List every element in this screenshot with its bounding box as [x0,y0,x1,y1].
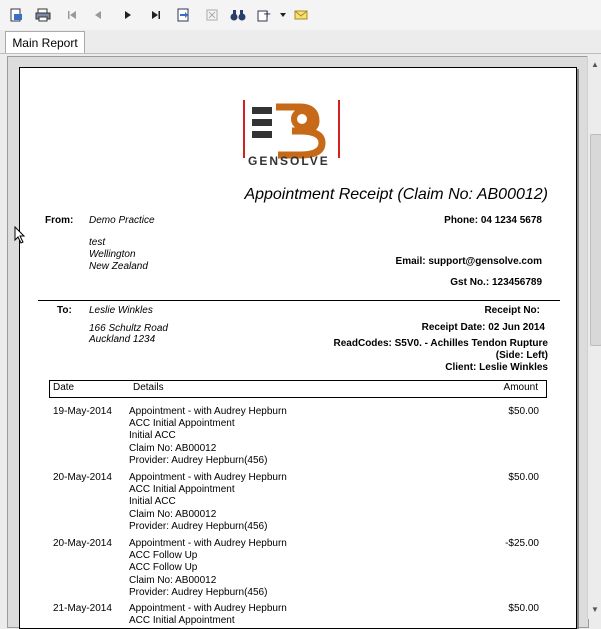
goto-page-icon[interactable] [174,6,192,24]
gst-number: Gst No.: 123456789 [450,277,542,288]
tab-main-report[interactable]: Main Report [5,31,85,54]
row-detail: ACC Initial Appointment [129,418,235,429]
find-icon[interactable] [229,6,247,24]
mouse-cursor-icon [14,226,26,249]
scroll-down-icon[interactable]: ▼ [591,604,599,614]
row-date: 20-May-2014 [53,472,112,483]
next-page-icon[interactable] [119,6,137,24]
report-page [19,67,577,629]
readcodes: ReadCodes: S5V0. - Achilles Tendon Rupture [333,338,548,349]
row-amount: $50.00 [508,603,539,614]
receipt-title: Appointment Receipt (Claim No: AB00012) [244,186,548,203]
row-date: 20-May-2014 [53,538,112,549]
row-detail: Provider: Audrey Hepburn(456) [129,521,268,532]
row-detail: ACC Initial Appointment [129,484,235,495]
from-address-line: Wellington [89,249,136,260]
row-amount: -$25.00 [505,538,539,549]
row-detail: Appointment - with Audrey Hepburn [129,406,287,417]
row-detail: Appointment - with Audrey Hepburn [129,472,287,483]
tab-divider [0,53,601,54]
to-label: To: [57,305,72,316]
row-detail: Initial ACC [129,430,176,441]
col-date-header: Date [53,382,75,393]
row-detail: Provider: Audrey Hepburn(456) [129,455,268,466]
from-name: Demo Practice [89,215,155,226]
print-icon[interactable] [34,6,52,24]
row-detail: Claim No: AB00012 [129,575,217,586]
table-header [49,380,547,398]
scroll-up-icon[interactable]: ▲ [591,59,599,69]
report-toolbar [0,0,601,30]
to-name: Leslie Winkles [89,305,153,316]
row-detail: ACC Follow Up [129,550,198,561]
from-address-line: test [89,237,106,248]
scroll-thumb[interactable] [590,134,601,346]
row-amount: $50.00 [508,472,539,483]
from-address-line: New Zealand [89,261,148,272]
svg-text:+: + [263,9,272,20]
divider [38,300,560,301]
to-address-line: Auckland 1234 [89,334,156,345]
zoom-dropdown-icon[interactable] [278,6,288,24]
row-amount: $50.00 [508,406,539,417]
row-detail: Claim No: AB00012 [129,443,217,454]
side: (Side: Left) [495,350,548,361]
row-detail: Claim No: AB00012 [129,509,217,520]
gensolve-logo [240,97,346,169]
col-details-header: Details [133,382,164,393]
row-detail: ACC Initial Appointment [129,615,235,626]
receipt-date: Receipt Date: 02 Jun 2014 [421,322,545,333]
vertical-scrollbar[interactable] [587,56,601,619]
export-icon[interactable] [7,6,25,24]
row-date: 19-May-2014 [53,406,112,417]
client: Client: Leslie Winkles [445,362,548,373]
row-detail: Provider: Audrey Hepburn(456) [129,587,268,598]
email: Email: support@gensolve.com [395,256,542,267]
first-page-icon[interactable] [63,6,81,24]
receipt-number: Receipt No: [484,305,540,316]
row-detail: Appointment - with Audrey Hepburn [129,538,287,549]
row-date: 21-May-2014 [53,603,112,614]
phone: Phone: 04 1234 5678 [444,215,542,226]
to-address-line: 166 Schultz Road [89,323,168,334]
prev-page-icon[interactable] [89,6,107,24]
row-detail: Initial ACC [129,496,176,507]
zoom-icon[interactable] [257,6,275,24]
last-page-icon[interactable] [147,6,165,24]
email-icon[interactable] [292,6,310,24]
stop-icon[interactable] [203,6,221,24]
logo-text: GENSOLVE [248,154,330,168]
from-label: From: [45,215,74,226]
row-detail: ACC Follow Up [129,562,198,573]
col-amount-header: Amount [503,382,538,393]
row-detail: Appointment - with Audrey Hepburn [129,603,287,614]
